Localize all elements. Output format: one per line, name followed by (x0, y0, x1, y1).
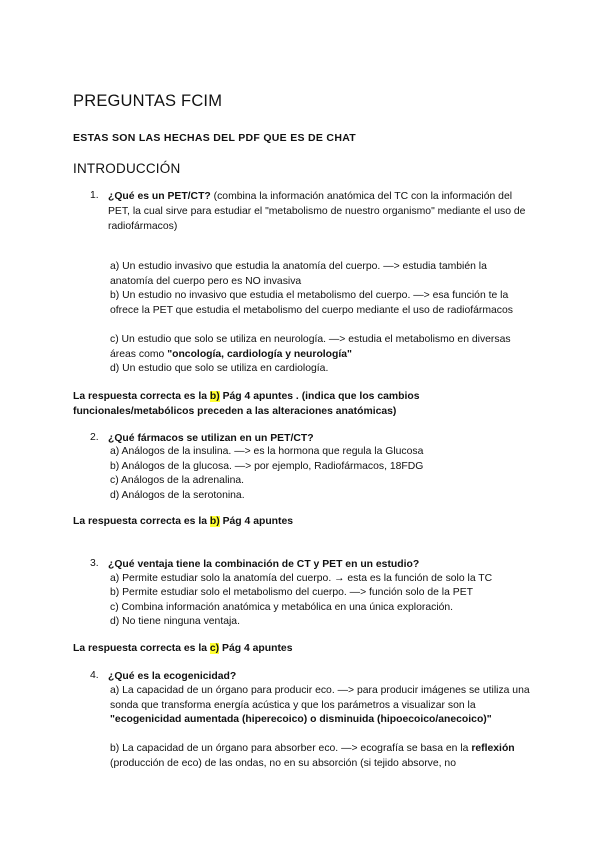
q2-option-b: b) Análogos de la glucosa. —> por ejemplo, Radiofármacos, 18FDG (110, 461, 424, 472)
q2-answer-prefix: La respuesta correcta es la (73, 516, 210, 527)
q4-option-b-emphasis: reflexión (471, 743, 515, 754)
q1-option-d: d) Un estudio que solo se utiliza en cardiología. (110, 363, 329, 374)
q3-answer-letter: c) (209, 643, 220, 654)
question-number-4: 4. (90, 670, 99, 681)
q1-answer-detail: Pág 4 apuntes . (indica que los cambios funcionales/metabólicos preceden a las alteraciones anatómicas) (73, 391, 420, 417)
question-1-text: ¿Qué es un PET/CT? (108, 191, 211, 202)
q2-option-d: d) Análogos de la serotonina. (110, 490, 245, 501)
q2-option-c: c) Análogos de la adrenalina. (110, 475, 245, 486)
question-number-1: 1. (90, 190, 99, 201)
question-1 (108, 189, 528, 234)
q4-option-b-text: b) La capacidad de un órgano para absorber eco. —> ecografía se basa en la (110, 743, 472, 754)
q4-option-a-text: a) La capacidad de un órgano para producir eco. —> para producir imágenes se utiliza una sonda que transforma energía acústica y que los parámetros a visualizar son la (110, 685, 530, 711)
q1-option-c-text: c) Un estudio que solo se utiliza en neurología. —> estudia el metabolismo en diversas áreas como (110, 334, 511, 360)
q3-option-c: c) Combina información anatómica y metabólica en una única exploración. (110, 602, 454, 613)
q1-option-a: a) Un estudio invasivo que estudia la anatomía del cuerpo. —> estudia también la anatomía del cuerpo pero es NO invasiva (110, 261, 487, 287)
q4-option-a (110, 684, 530, 728)
page-title: PREGUNTAS FCIM (73, 92, 223, 110)
q1-answer (73, 390, 533, 419)
q3-option-a: a) Permite estudiar solo la anatomía del cuerpo. → esta es la función de solo la TC (110, 573, 493, 584)
page-subtitle: ESTAS SON LAS HECHAS DEL PDF QUE ES DE CHAT (73, 132, 357, 144)
question-3 (108, 557, 528, 572)
question-4-text: ¿Qué es la ecogenicidad? (108, 671, 237, 682)
q4-option-b (110, 742, 530, 771)
q3-answer (73, 642, 533, 657)
q2-answer-letter: b) (209, 516, 220, 527)
q1-answer-letter: b) (209, 391, 220, 402)
question-1-note: (combina la información anatómica del TC con la información del PET, la cual sirve para estudiar el "metabolismo de nuestro organismo" mediante el uso de radiofármacos) (108, 191, 526, 232)
q4-option-b-continuation: (producción de eco) de las ondas, no en su absorción (si tejido absorve, no (110, 757, 456, 769)
question-3-text: ¿Qué ventaja tiene la combinación de CT y PET en un estudio? (108, 559, 420, 570)
question-4 (108, 669, 528, 684)
q2-answer-detail: Pág 4 apuntes (219, 516, 294, 527)
q3-answer-prefix: La respuesta correcta es la (73, 643, 210, 654)
q2-answer (73, 515, 533, 530)
question-2-text: ¿Qué fármacos se utilizan en un PET/CT? (108, 433, 314, 444)
q1-answer-prefix: La respuesta correcta es la (73, 391, 210, 402)
q3-option-b: b) Permite estudiar solo el metabolismo del cuerpo. —> función solo de la PET (110, 587, 473, 598)
question-number-2: 2. (90, 432, 99, 443)
q3-answer-detail: Pág 4 apuntes (219, 643, 293, 654)
q3-option-d: d) No tiene ninguna ventaja. (110, 616, 240, 627)
q1-option-b: b) Un estudio no invasivo que estudia el metabolismo del cuerpo. —> esa función te la ofrece la PET que estudia el metabolismo del cuerpo mediante el uso de radiofármacos (110, 290, 513, 316)
q4-option-a-emphasis: "ecogenicidad aumentada (hiperecoico) o disminuida (hipoecoico/anecoico)" (110, 714, 492, 725)
section-heading: INTRODUCCIÓN (73, 161, 181, 176)
q1-option-c-emphasis: "oncología, cardiología y neurología" (167, 348, 352, 360)
q2-option-a: a) Análogos de la insulina. —> es la hormona que regula la Glucosa (110, 446, 424, 457)
question-2 (108, 431, 528, 446)
question-number-3: 3. (90, 558, 99, 569)
q1-option-c (110, 333, 530, 362)
